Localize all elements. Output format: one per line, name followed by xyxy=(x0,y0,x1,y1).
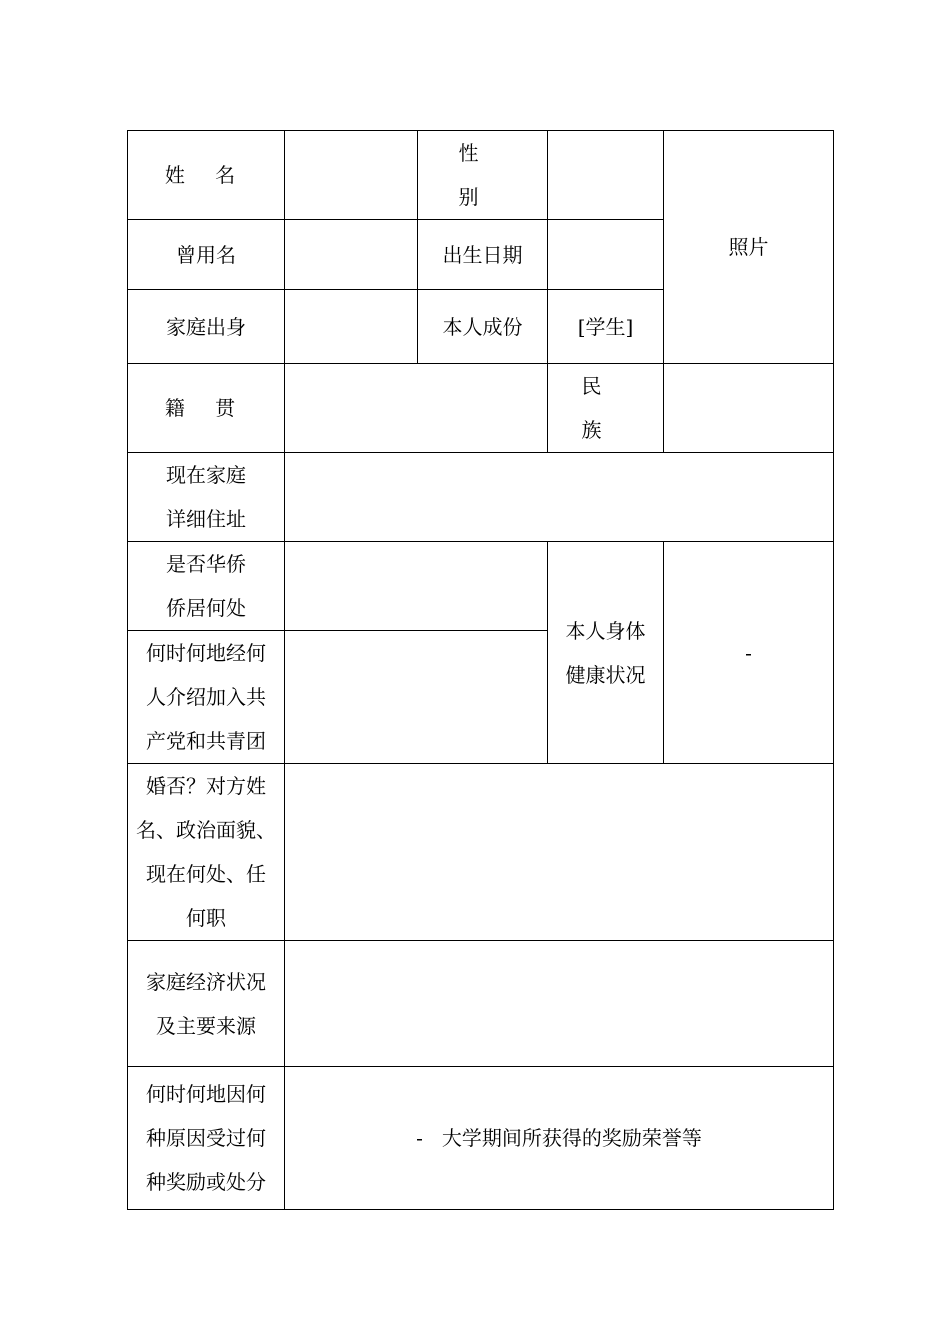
native-place-label: 籍 贯 xyxy=(128,364,285,453)
personal-status-label: 本人成份 xyxy=(418,290,548,364)
ethnicity-field[interactable] xyxy=(664,364,834,453)
native-place-field[interactable] xyxy=(285,364,548,453)
rewards-label: 何时何地因何 种原因受过何 种奖励或处分 xyxy=(128,1067,285,1210)
rewards-field[interactable] xyxy=(285,1067,834,1210)
marriage-field[interactable] xyxy=(285,764,834,941)
address-label: 现在家庭 详细住址 xyxy=(128,453,285,542)
health-label: 本人身体 健康状况 xyxy=(548,542,664,764)
family-origin-field[interactable] xyxy=(285,290,418,364)
marriage-label: 婚否？对方姓 名、政治面貌、 现在何处、任 何职 xyxy=(128,764,285,941)
former-name-field[interactable] xyxy=(285,220,418,290)
ethnicity-label: 民 族 xyxy=(548,364,664,453)
birth-date-label: 出生日期 xyxy=(418,220,548,290)
photo-label: 照片 xyxy=(728,235,769,259)
party-join-label: 何时何地经何 人介绍加入共 产党和共青团 xyxy=(128,631,285,764)
economy-label: 家庭经济状况 及主要来源 xyxy=(128,941,285,1067)
overseas-field[interactable] xyxy=(285,542,548,631)
personal-status-field[interactable]: [学生] xyxy=(548,290,664,364)
registration-form-table xyxy=(127,130,834,1210)
birth-date-field[interactable] xyxy=(548,220,664,290)
overseas-label: 是否华侨 侨居何处 xyxy=(128,542,285,631)
former-name-label: 曾用名 xyxy=(128,220,285,290)
photo-box[interactable] xyxy=(664,131,834,364)
health-field[interactable]: - xyxy=(664,542,834,764)
family-origin-label: 家庭出身 xyxy=(128,290,285,364)
economy-field[interactable] xyxy=(285,941,834,1067)
name-field[interactable] xyxy=(285,131,418,220)
party-join-field[interactable] xyxy=(285,631,548,764)
rewards-value: - 大学期间所获得的奖励荣誉等 xyxy=(416,1126,702,1150)
gender-label: 性 别 xyxy=(418,131,548,220)
name-label: 姓 名 xyxy=(128,131,285,220)
address-field[interactable] xyxy=(285,453,834,542)
gender-field[interactable] xyxy=(548,131,664,220)
